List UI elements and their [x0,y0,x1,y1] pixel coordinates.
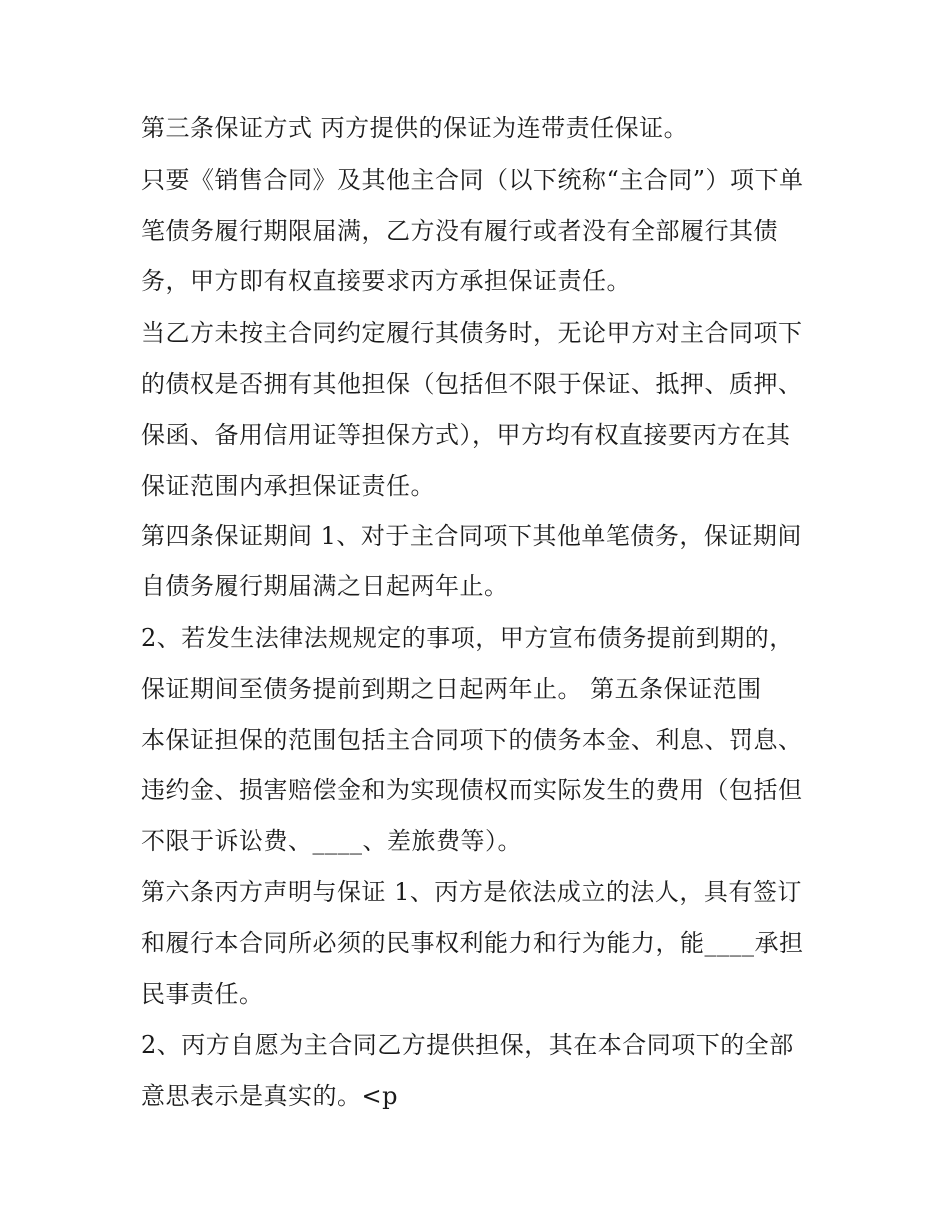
text-line: 第四条保证期间 1、对于主合同项下其他单笔债务，保证期间 [141,522,802,550]
text-line: 保函、备用信用证等担保方式），甲方均有权直接要丙方在其 [141,421,791,449]
text-line: 第三条保证方式 丙方提供的保证为连带责任保证。 [141,114,689,142]
text-line: 2、丙方自愿为主合同乙方提供担保，其在本合同项下的全部 [141,1031,794,1059]
text-line: 第六条丙方声明与保证 1、丙方是依法成立的法人，具有签订 [141,878,802,906]
text-line: 保证期间至债务提前到期之日起两年止。 第五条保证范围 [141,675,762,703]
text-line: 笔债务履行期限届满，乙方没有履行或者没有全部履行其债 [141,217,778,245]
text-line: 当乙方未按主合同约定履行其债务时，无论甲方对主合同项下 [141,319,803,347]
text-line: 本保证担保的范围包括主合同项下的债务本金、利息、罚息、 [141,726,803,754]
text-line: 不限于诉讼费、____、差旅费等）。 [141,827,522,855]
text-line: 务，甲方即有权直接要求丙方承担保证责任。 [141,267,631,295]
text-line: 保证范围内承担保证责任。 [141,472,435,500]
text-line: 自债务履行期届满之日起两年止。 [141,572,509,600]
text-line: 和履行本合同所必须的民事权利能力和行为能力，能____承担 [141,929,804,957]
text-line: 2、若发生法律法规规定的事项，甲方宣布债务提前到期的， [141,624,794,652]
text-line: 的债权是否拥有其他担保（包括但不限于保证、抵押、质押、 [141,370,803,398]
text-line: 民事责任。 [141,980,264,1008]
text-line: 只要《销售合同》及其他主合同（以下统称“主合同”）项下单 [141,166,804,194]
text-line: 意思表示是真实的。<p [141,1082,398,1110]
text-line: 违约金、损害赔偿金和为实现债权而实际发生的费用（包括但 [141,776,803,804]
